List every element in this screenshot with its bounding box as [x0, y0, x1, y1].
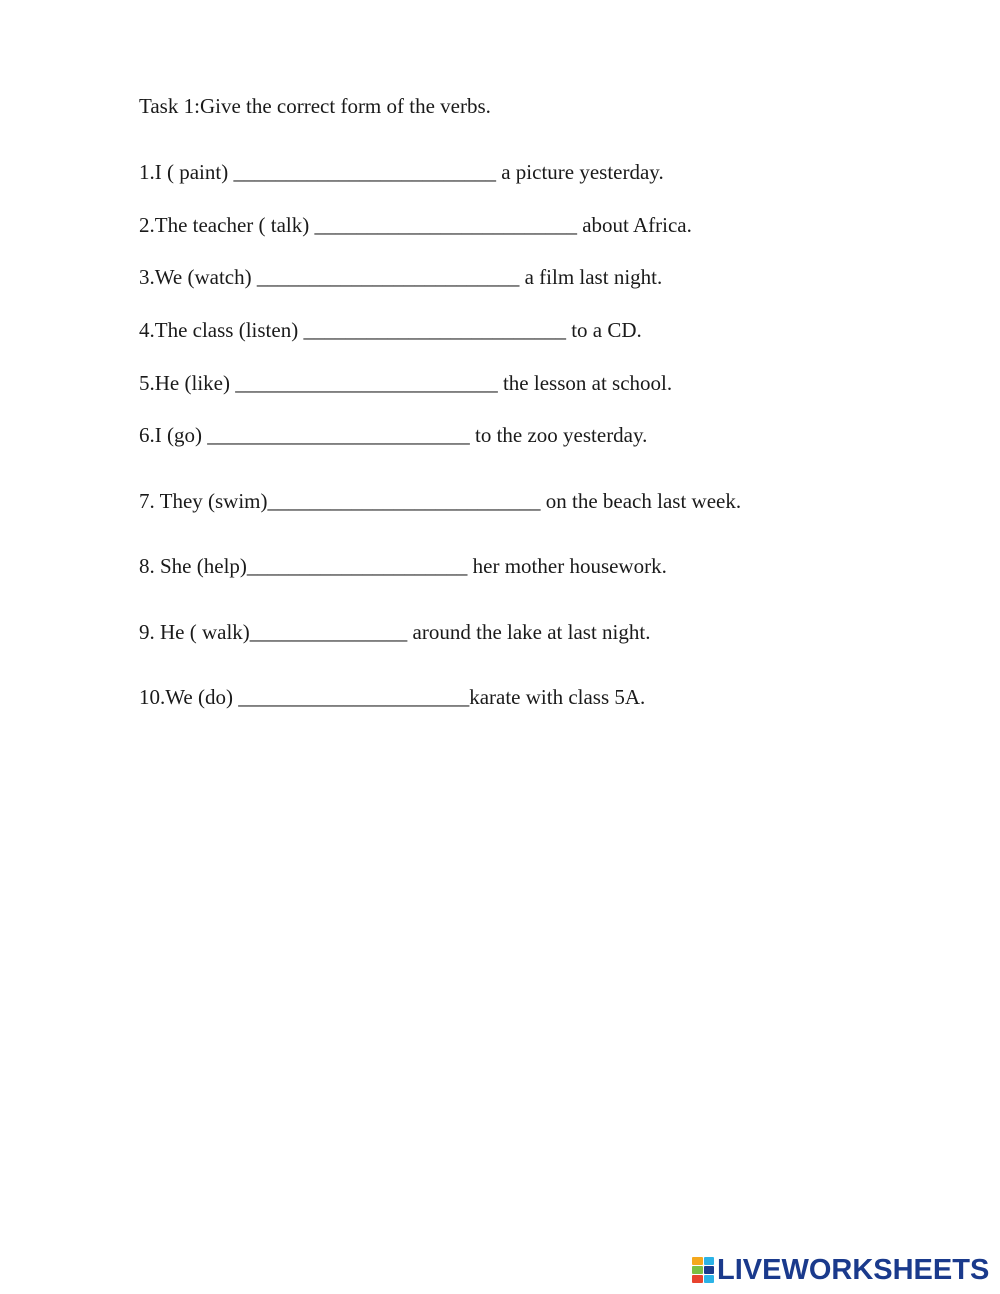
exercise-item-6: 6.I (go) _________________________ to the zoo yesterday.	[139, 423, 648, 447]
logo-block	[704, 1257, 715, 1265]
logo-blocks-icon	[692, 1257, 714, 1283]
exercise-item-4: 4.The class (listen) _________________________ to a CD.	[139, 318, 642, 342]
exercise-item-10: 10.We (do) ______________________karate with class 5A.	[139, 685, 646, 709]
logo-block	[692, 1257, 703, 1265]
liveworksheets-logo	[692, 1254, 989, 1286]
exercise-item-1: 1.I ( paint) _________________________ a picture yesterday.	[139, 160, 664, 184]
logo-block	[704, 1266, 715, 1274]
exercise-item-3: 3.We (watch) _________________________ a film last night.	[139, 265, 663, 289]
exercise-item-7: 7. They (swim)__________________________ on the beach last week.	[139, 489, 742, 513]
exercise-item-8: 8. She (help)_____________________ her mother housework.	[139, 554, 667, 578]
logo-text: LIVEWORKSHEETS	[717, 1254, 990, 1286]
exercise-item-5: 5.He (like) _________________________ the lesson at school.	[139, 371, 673, 395]
task-title: Task 1:Give the correct form of the verbs.	[139, 94, 491, 118]
logo-block	[704, 1275, 715, 1283]
exercise-item-9: 9. He ( walk)_______________ around the lake at last night.	[139, 620, 651, 644]
logo-block	[692, 1266, 703, 1274]
exercise-item-2: 2.The teacher ( talk) _________________________ about Africa.	[139, 213, 692, 237]
logo-block	[692, 1275, 703, 1283]
